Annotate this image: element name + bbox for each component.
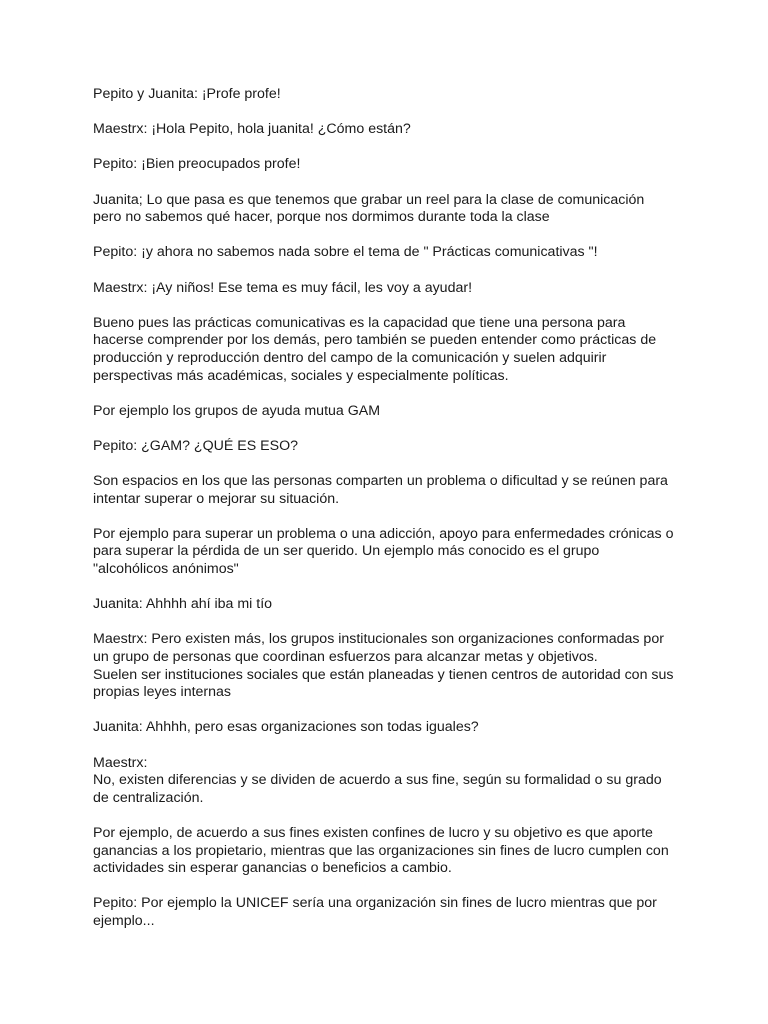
text-line: hacerse comprender por los demás, pero también se pueden entender como prácticas de xyxy=(93,332,657,349)
paragraph xyxy=(93,156,683,174)
text-line: Pepito: ¿GAM? ¿QUÉ ES ESO? xyxy=(93,437,298,454)
text-line: Por ejemplo los grupos de ayuda mutua GAM xyxy=(93,402,381,419)
text-line: Maestrx: Pero existen más, los grupos institucionales son organizaciones conformadas por xyxy=(93,631,664,648)
paragraph xyxy=(93,403,683,421)
paragraph xyxy=(93,596,683,614)
text-line: Pepito y Juanita: ¡Profe profe! xyxy=(93,86,281,102)
text-line: Por ejemplo, de acuerdo a sus fines existen confines de lucro y su objetivo es que aporte xyxy=(93,824,653,841)
text-line: Por ejemplo para superar un problema o una adicción, apoyo para enfermedades crónicas o xyxy=(93,525,674,542)
text-line: Pepito: ¡y ahora no sabemos nada sobre el tema de " Prácticas comunicativas "! xyxy=(93,244,598,261)
text-line: Juanita; Lo que pasa es que tenemos que grabar un reel para la clase de comunicación xyxy=(93,191,645,208)
text-line: ganancias a los propietario, mientras que las organizaciones sin fines de lucro cumplen con xyxy=(93,842,669,859)
paragraph xyxy=(93,86,683,104)
text-line: Son espacios en los que las personas comparten un problema o dificultad y se reúnen para xyxy=(93,473,668,490)
text-line: Maestrx: xyxy=(93,754,148,771)
text-line: un grupo de personas que coordinan esfuerzos para alcanzar metas y objetivos. xyxy=(93,649,598,665)
paragraph xyxy=(93,473,683,508)
text-line: propias leyes internas xyxy=(93,684,232,701)
paragraph xyxy=(93,438,683,456)
text-line: Pepito: Por ejemplo la UNICEF sería una organización sin fines de lucro mientras que por xyxy=(93,895,657,912)
text-line: actividades sin esperar ganancias o beneficios a cambio. xyxy=(93,860,452,877)
paragraph xyxy=(93,631,683,701)
paragraph xyxy=(93,719,683,737)
paragraph xyxy=(93,526,683,579)
paragraph xyxy=(93,315,683,385)
text-line: Suelen ser instituciones sociales que están planeadas y tienen centros de autoridad con sus xyxy=(93,666,674,683)
text-line: Juanita: Ahhhh, pero esas organizaciones son todas iguales? xyxy=(93,719,479,736)
text-line: intentar superar o mejorar su situación. xyxy=(93,490,340,507)
document-body xyxy=(93,86,683,948)
paragraph xyxy=(93,755,683,808)
text-line: Maestrx: ¡Ay niños! Ese tema es muy fácil, les voy a ayudar! xyxy=(93,279,473,296)
paragraph xyxy=(93,280,683,298)
text-line: Juanita: Ahhhh ahí iba mi tío xyxy=(93,596,273,613)
text-line: "alcohólicos anónimos" xyxy=(93,561,239,578)
text-line: producción y reproducción dentro del campo de la comunicación y suelen adquirir xyxy=(93,349,607,366)
paragraph xyxy=(93,244,683,262)
text-line: para superar la pérdida de un ser querido. Un ejemplo más conocido es el grupo xyxy=(93,543,600,560)
text-line: ejemplo... xyxy=(93,912,155,929)
paragraph xyxy=(93,895,683,930)
paragraph xyxy=(93,192,683,227)
text-line: No, existen diferencias y se dividen de acuerdo a sus fine, según su formalidad o su grado xyxy=(93,772,662,789)
paragraph xyxy=(93,121,683,139)
text-line: pero no sabemos qué hacer, porque nos dormimos durante toda la clase xyxy=(93,209,550,226)
paragraph xyxy=(93,825,683,878)
text-line: de centralización. xyxy=(93,789,204,806)
text-line: Maestrx: ¡Hola Pepito, hola juanita! ¿Cómo están? xyxy=(93,121,411,138)
text-line: Bueno pues las prácticas comunicativas es la capacidad que tiene una persona para xyxy=(93,314,626,331)
text-line: Pepito: ¡Bien preocupados profe! xyxy=(93,156,301,173)
text-line: perspectivas más académicas, sociales y especialmente políticas. xyxy=(93,367,509,384)
